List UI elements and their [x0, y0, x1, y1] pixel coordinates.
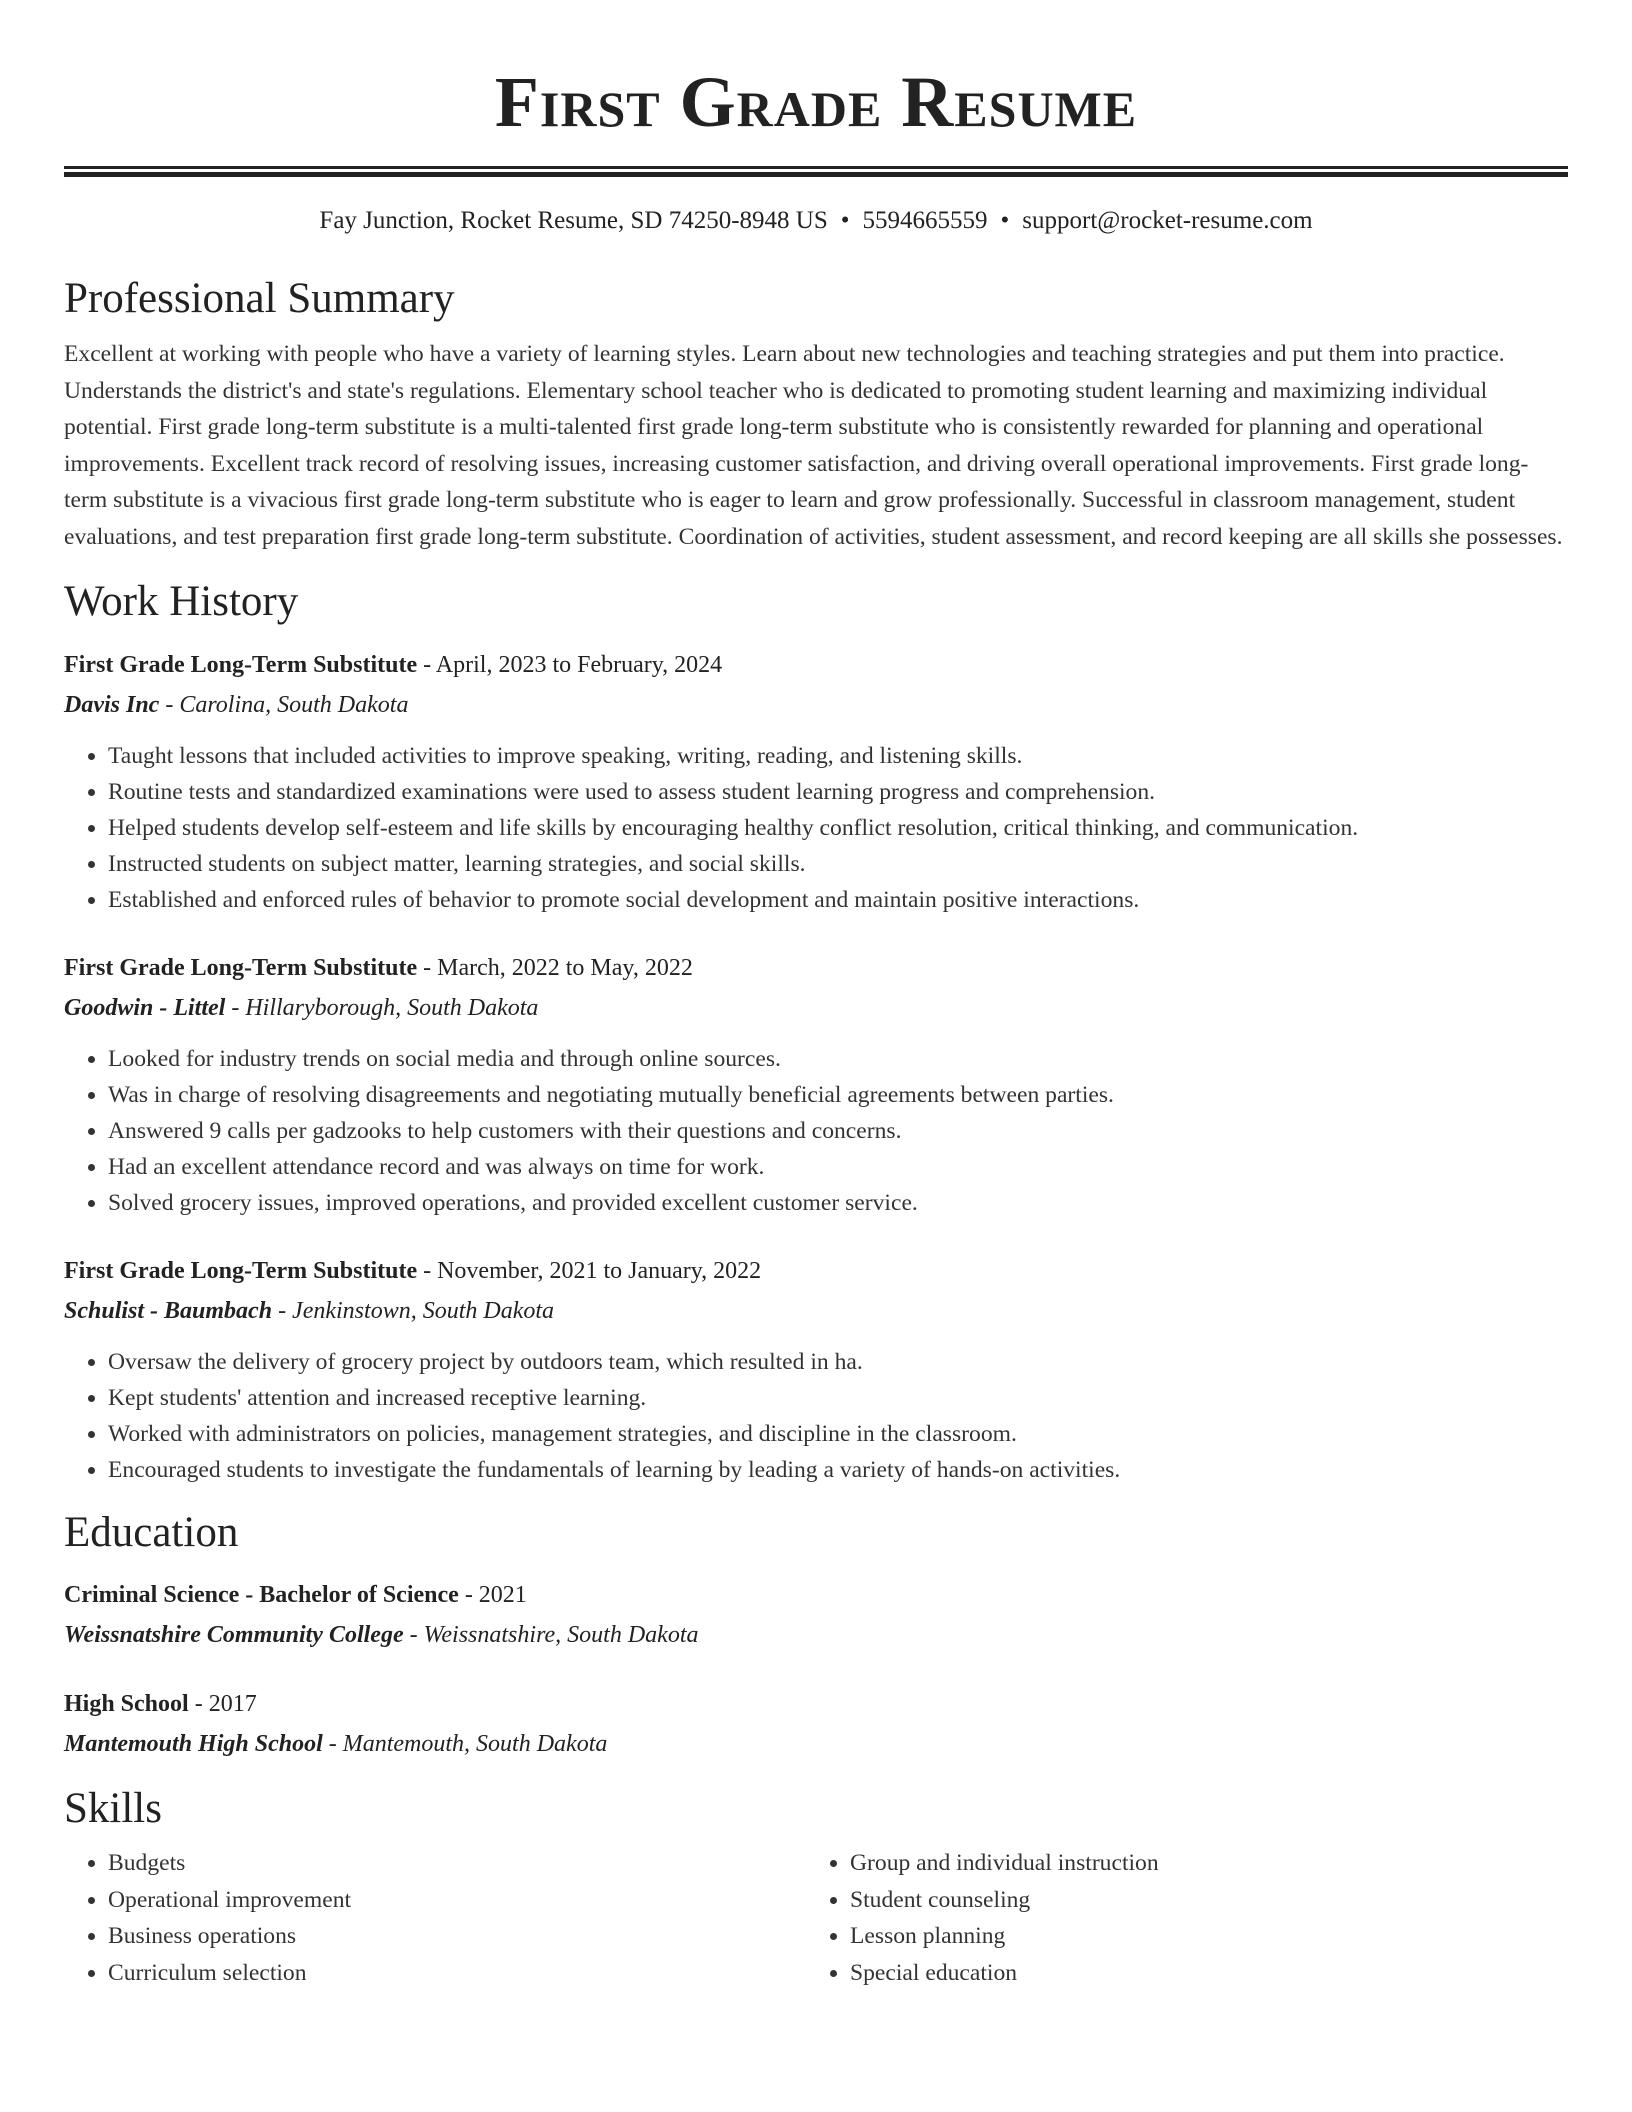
skill-item: • Group and individual instruction — [850, 1845, 1548, 1882]
education-entry — [64, 1685, 1568, 1764]
job-bullet: • Routine tests and standardized examinations were used to assess student learning progress and comprehension. — [108, 774, 1568, 810]
contact-phone: 5594665559 — [862, 207, 988, 234]
graduation-year: - 2021 — [458, 1582, 527, 1608]
skill-item: • Curriculum selection — [108, 1955, 806, 1992]
job-location: - Hillaryborough, South Dakota — [225, 995, 539, 1021]
degree-line — [64, 1685, 1568, 1724]
job-entry — [64, 1252, 1568, 1488]
skill-item: • Budgets — [108, 1845, 806, 1882]
summary-text: Excellent at working with people who have a variety of learning styles. Learn about new technologies and teaching strategies and put them into practice. Understands the district's and state's regulations. Elementary school teacher who is dedicated to promoting student learning and maximizing individual potential. First grade long-term substitute is a multi-talented first grade long-term substitute who is consistently rewarded for planning and operational improvements. Excellent track record of resolving issues, increasing customer satisfaction, and driving overall operational improvements. First grade long-term substitute is a vivacious first grade long-term substitute who is eager to learn and grow professionally. Successful in classroom management, student evaluations, and test preparation first grade long-term substitute. Coordination of activities, student assessment, and record keeping are all skills she possesses. — [64, 341, 1563, 550]
job-bullet: • Instructed students on subject matter, learning strategies, and social skills. — [108, 846, 1568, 882]
skill-item: • Student counseling — [850, 1882, 1548, 1919]
job-entry — [64, 646, 1568, 918]
contact-separator: • — [840, 207, 850, 234]
degree-line — [64, 1576, 1568, 1615]
job-title: First Grade Long-Term Substitute — [64, 1258, 418, 1284]
school-name: Weissnatshire Community College — [64, 1622, 404, 1648]
job-bullet: • Established and enforced rules of behavior to promote social development and maintain positive interactions. — [108, 882, 1568, 918]
contact-address: Fay Junction, Rocket Resume, SD 74250-8948 US — [319, 207, 828, 234]
skill-item: • Special education — [850, 1955, 1548, 1992]
skill-item: • Business operations — [108, 1918, 806, 1955]
job-bullet: • Answered 9 calls per gadzooks to help customers with their questions and concerns. — [108, 1113, 1568, 1149]
job-bullet: • Taught lessons that included activities to improve speaking, writing, reading, and listening skills. — [108, 738, 1568, 774]
resume-title: First Grade Resume — [494, 62, 1138, 142]
job-company-line — [64, 685, 1568, 725]
job-bullet: • Encouraged students to investigate the fundamentals of learning by leading a variety of hands-on activities. — [108, 1452, 1568, 1488]
school-line — [64, 1615, 1568, 1655]
job-company: Davis Inc — [64, 692, 160, 718]
school-location: - Weissnatshire, South Dakota — [403, 1622, 699, 1648]
job-bullet: • Kept students' attention and increased receptive learning. — [108, 1380, 1568, 1416]
skill-item: • Lesson planning — [850, 1918, 1548, 1955]
title-divider — [64, 166, 1568, 177]
job-company: Goodwin - Littel — [64, 995, 226, 1021]
job-bullet: • Was in charge of resolving disagreements and negotiating mutually beneficial agreements between parties. — [108, 1077, 1568, 1113]
job-dates: - April, 2023 to February, 2024 — [417, 652, 723, 678]
degree: High School — [64, 1691, 189, 1717]
job-dates: - November, 2021 to January, 2022 — [417, 1258, 762, 1284]
job-company-line — [64, 988, 1568, 1028]
education-heading: Education — [64, 1509, 239, 1556]
job-location: - Carolina, South Dakota — [159, 692, 409, 718]
job-location: - Jenkinstown, South Dakota — [272, 1298, 555, 1324]
job-bullet: • Oversaw the delivery of grocery project by outdoors team, which resulted in ha. — [108, 1344, 1568, 1380]
education-entry — [64, 1576, 1568, 1655]
job-title-line — [64, 1252, 1568, 1291]
job-company: Schulist - Baumbach — [64, 1298, 273, 1324]
job-bullets — [64, 1344, 1568, 1488]
school-location: - Mantemouth, South Dakota — [322, 1731, 608, 1757]
job-title: First Grade Long-Term Substitute — [64, 652, 418, 678]
job-title-line — [64, 949, 1568, 988]
skills-list-left — [64, 1845, 806, 1991]
degree: Criminal Science - Bachelor of Science — [64, 1582, 459, 1608]
job-bullet: • Looked for industry trends on social media and through online sources. — [108, 1041, 1568, 1077]
skills-heading: Skills — [64, 1785, 162, 1832]
contact-email: support@rocket-resume.com — [1022, 207, 1313, 234]
job-title: First Grade Long-Term Substitute — [64, 955, 418, 981]
job-bullet: • Solved grocery issues, improved operations, and provided excellent customer service. — [108, 1185, 1568, 1221]
job-dates: - March, 2022 to May, 2022 — [417, 955, 693, 981]
work-history-heading: Work History — [64, 578, 299, 625]
school-name: Mantemouth High School — [64, 1731, 323, 1757]
job-bullet: • Worked with administrators on policies, management strategies, and discipline in the classroom. — [108, 1416, 1568, 1452]
skill-item: • Operational improvement — [108, 1882, 806, 1919]
skills-list-right — [806, 1845, 1548, 1991]
job-company-line — [64, 1291, 1568, 1331]
contact-line — [64, 204, 1568, 238]
graduation-year: - 2017 — [188, 1691, 257, 1717]
job-bullet: • Helped students develop self-esteem and life skills by encouraging healthy conflict resolution, critical thinking, and communication. — [108, 810, 1568, 846]
job-bullets — [64, 738, 1568, 918]
job-title-line — [64, 646, 1568, 685]
contact-separator: • — [1000, 207, 1010, 234]
skills-columns — [64, 1845, 1568, 1991]
job-bullets — [64, 1041, 1568, 1221]
school-line — [64, 1724, 1568, 1764]
summary-heading: Professional Summary — [64, 275, 455, 322]
job-bullet: • Had an excellent attendance record and was always on time for work. — [108, 1149, 1568, 1185]
job-entry — [64, 949, 1568, 1221]
